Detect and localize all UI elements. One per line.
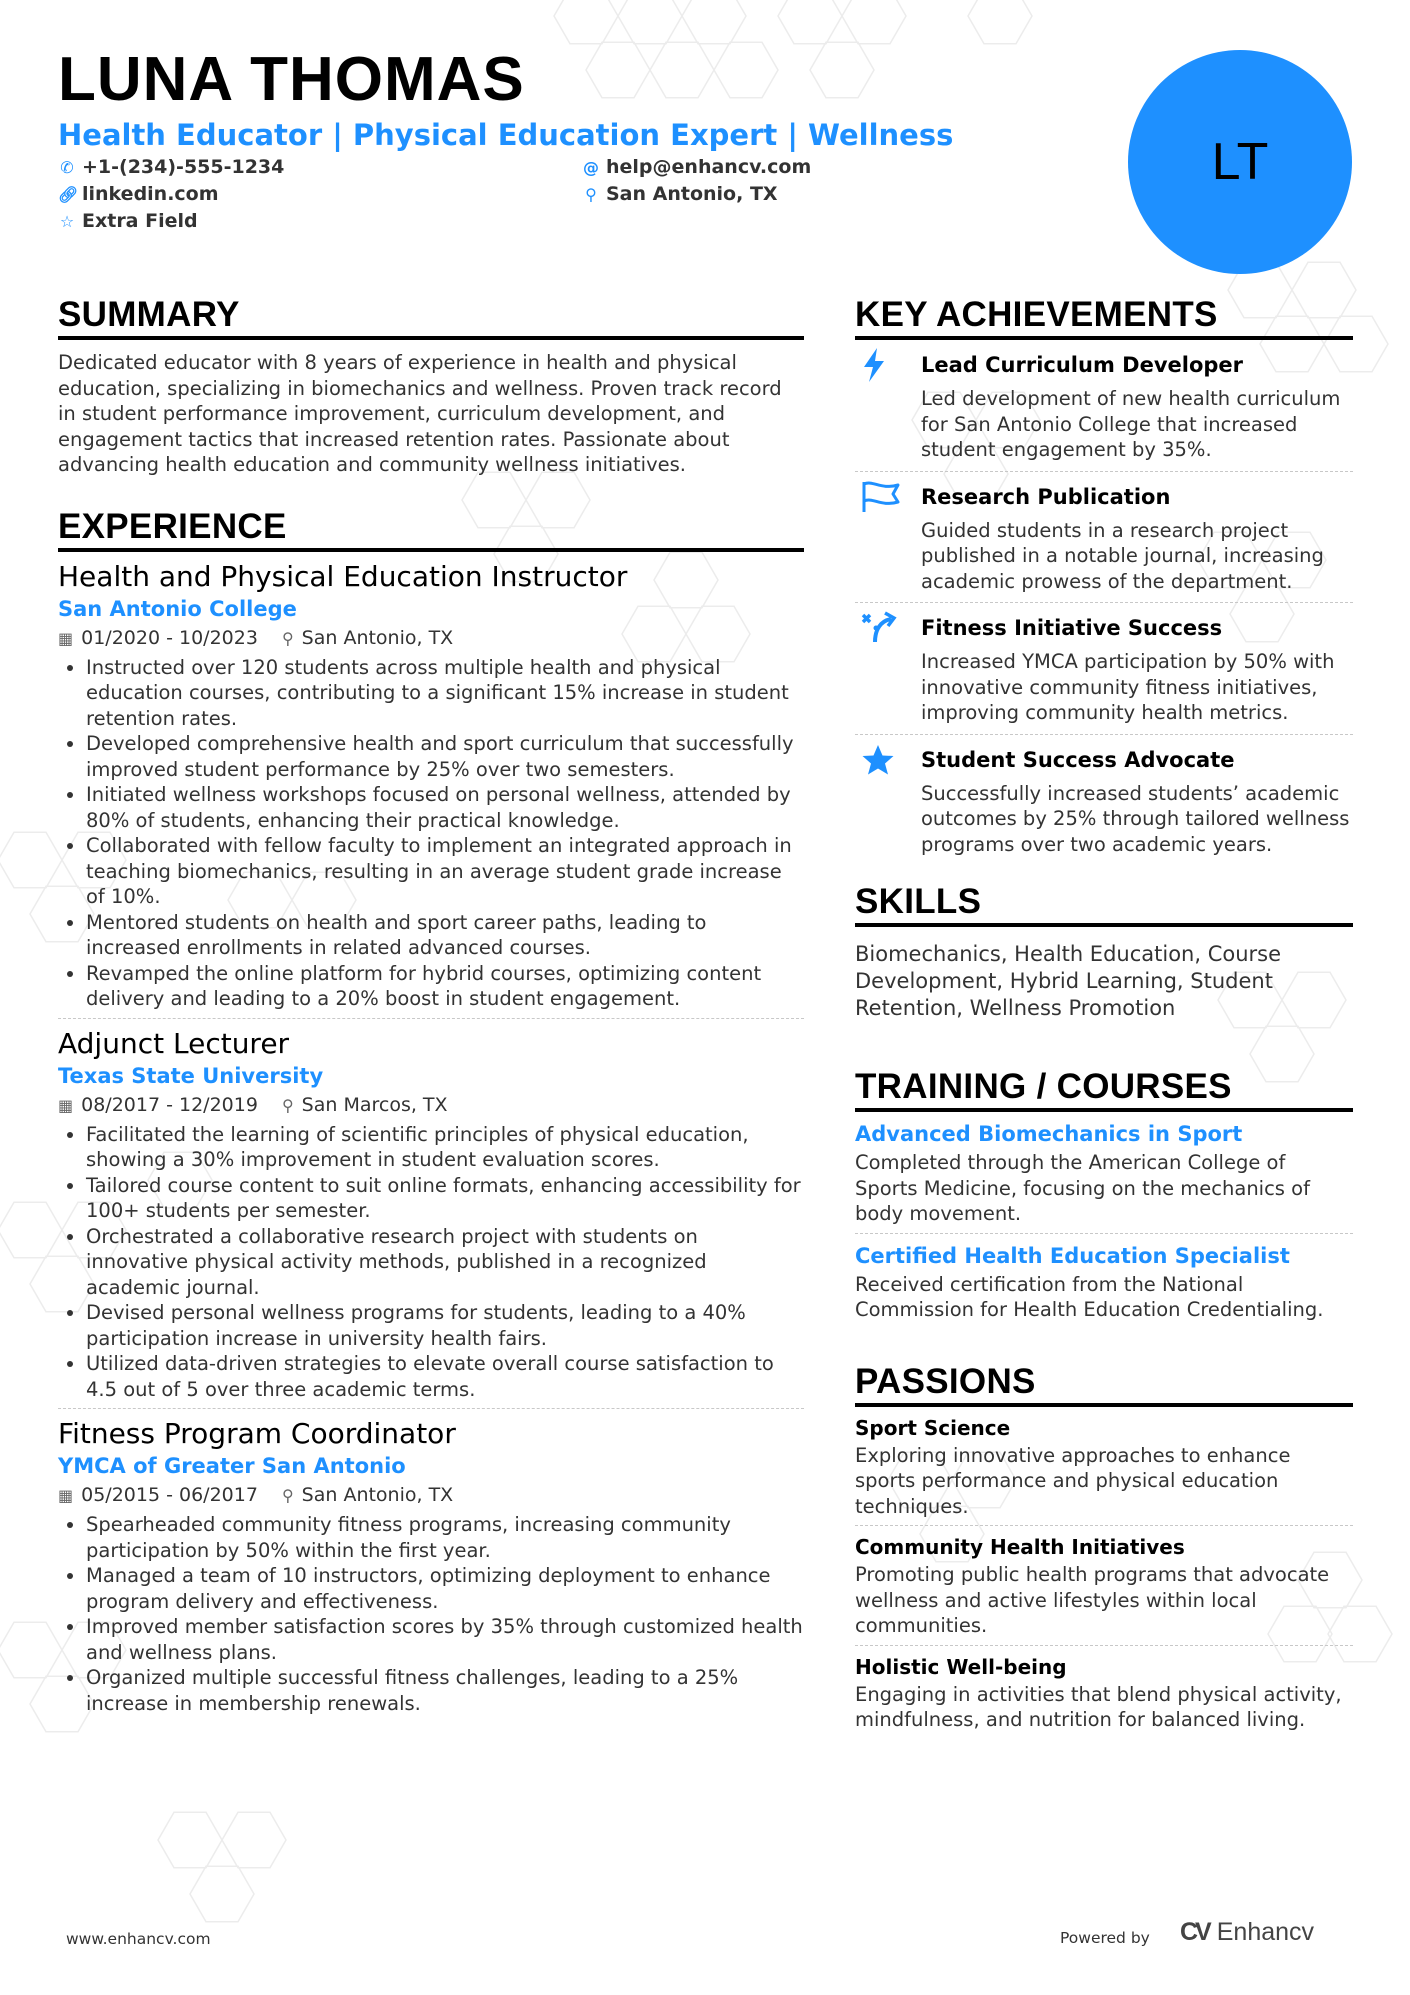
summary-text: Dedicated educator with 8 years of experience in health and physical education, specializing in biomechanics and wellness. Proven track record in student performance improvement, curriculum development, and engagement tactics that increased retention rates. Passionate about advancing health education and community wellness initiatives.	[58, 351, 782, 476]
list-item: • Utilized data-driven strategies to elevate overall course satisfaction to 4.5 out of 5 over three academic terms.	[86, 1351, 804, 1402]
contact-location: ⚲ San Antonio, TX	[582, 181, 778, 208]
achievement-item	[855, 340, 1353, 472]
experience-heading: EXPERIENCE	[58, 508, 804, 552]
job-title: Adjunct Lecturer	[58, 1026, 290, 1060]
at-icon: @	[583, 158, 599, 177]
passion-item	[855, 1526, 1353, 1646]
link-icon: 🔗︎	[58, 185, 79, 204]
job-meta	[58, 1481, 804, 1510]
passion-desc: Exploring innovative approaches to enhance sports performance and physical education techniques.	[855, 1443, 1291, 1518]
experience-entry	[58, 560, 804, 1019]
enhancv-mark-icon: CV	[1180, 1918, 1209, 1946]
candidate-name: LUNA THOMAS	[58, 45, 525, 114]
location-pin-icon: ⚲	[281, 1486, 294, 1505]
enhancv-logo[interactable]: CV Enhancv	[1180, 1918, 1315, 1946]
passion-item	[855, 1646, 1353, 1739]
training-heading: TRAINING / COURSES	[855, 1068, 1353, 1112]
job-meta	[58, 1091, 804, 1120]
footer-powered-by: Powered by	[1060, 1929, 1150, 1947]
achievement-title: Research Publication	[921, 484, 1171, 509]
list-item: • Orchestrated a collaborative research project with students on innovative physical activity methods, published in a recognized academic journal.	[86, 1224, 804, 1301]
job-location: San Antonio, TX	[301, 626, 454, 649]
contact-linkedin[interactable]: 🔗︎ linkedin.com	[58, 181, 219, 208]
achievements-heading: KEY ACHIEVEMENTS	[855, 296, 1353, 340]
job-meta	[58, 624, 804, 653]
job-location: San Marcos, TX	[301, 1093, 448, 1116]
experience-entry	[58, 1027, 804, 1410]
achievement-item	[855, 603, 1353, 735]
job-dates: 08/2017 - 12/2019	[81, 1093, 258, 1116]
list-item: • Developed comprehensive health and sport curriculum that successfully improved student performance by 25% over two semesters.	[86, 731, 804, 782]
strategy-arrow-icon	[855, 611, 921, 726]
training-desc: Received certification from the National Commission for Health Education Credentialing.	[855, 1272, 1324, 1321]
job-title: Fitness Program Coordinator	[58, 1417, 456, 1450]
experience-entry	[58, 1417, 804, 1716]
location-pin-icon: ⚲	[585, 185, 597, 204]
phone-icon: ✆	[60, 158, 74, 177]
achievement-desc: Guided students in a research project published in a notable journal, increasing academic prowess of the department.	[921, 518, 1324, 593]
achievement-item	[855, 735, 1353, 866]
calendar-icon: ▦	[58, 1486, 74, 1505]
achievement-title: Lead Curriculum Developer	[921, 353, 1244, 377]
job-company: San Antonio College	[58, 596, 297, 621]
calendar-icon: ▦	[58, 1095, 74, 1115]
star-outline-icon: ☆	[59, 212, 75, 231]
list-item: • Spearheaded community fitness programs, increasing community participation by 50% within the first year.	[86, 1512, 804, 1563]
achievement-desc: Led development of new health curriculum for San Antonio College that increased student engagement by 35%.	[921, 387, 1341, 461]
summary-heading: SUMMARY	[58, 296, 804, 340]
list-item: • Organized multiple successful fitness challenges, leading to a 25% increase in membership renewals.	[86, 1665, 804, 1716]
job-company: YMCA of Greater San Antonio	[58, 1454, 406, 1478]
passion-title: Holistic Well-being	[855, 1654, 1067, 1679]
avatar: LT	[1128, 50, 1352, 274]
contact-phone: ✆ +1-(234)-555-1234	[58, 154, 284, 181]
training-item	[855, 1234, 1353, 1329]
training-title: Advanced Biomechanics in Sport	[855, 1122, 1243, 1146]
skills-text: Biomechanics, Health Education, Course Development, Hybrid Learning, Student Retention, Wellness Promotion	[855, 942, 1282, 1020]
achievement-title: Student Success Advocate	[921, 747, 1235, 772]
list-item: • Tailored course content to suit online formats, enhancing accessibility for 100+ students per semester.	[86, 1173, 804, 1224]
list-item: • Improved member satisfaction scores by 35% through customized health and wellness plans.	[86, 1614, 804, 1665]
achievement-desc: Successfully increased students’ academic outcomes by 25% through tailored wellness programs over two academic years.	[921, 781, 1350, 856]
list-item: • Managed a team of 10 instructors, optimizing deployment to enhance program delivery and effectiveness.	[86, 1563, 804, 1614]
job-company: Texas State University	[58, 1063, 324, 1088]
location-pin-icon: ⚲	[281, 1095, 294, 1115]
passion-title: Community Health Initiatives	[855, 1535, 1185, 1559]
location-pin-icon: ⚲	[281, 628, 294, 648]
job-bullets	[58, 1122, 804, 1403]
left-column	[58, 296, 804, 1716]
list-item: • Mentored students on health and sport career paths, leading to increased enrollments in related advanced courses.	[86, 910, 804, 961]
right-column	[855, 296, 1353, 1739]
lightning-bolt-icon	[855, 348, 921, 463]
skills-heading: SKILLS	[855, 883, 1353, 927]
candidate-subtitle: Health Educator | Physical Education Expert | Wellness	[58, 118, 954, 152]
passion-desc: Engaging in activities that blend physical activity, mindfulness, and nutrition for balanced living.	[855, 1682, 1342, 1731]
job-bullets	[58, 655, 804, 1012]
job-title: Health and Physical Education Instructor	[58, 559, 628, 593]
calendar-icon: ▦	[58, 628, 74, 648]
training-item	[855, 1112, 1353, 1234]
passion-desc: Promoting public health programs that advocate wellness and active lifestyles within local communities.	[855, 1563, 1330, 1637]
job-bullets	[58, 1512, 804, 1716]
contact-extra: ☆ Extra Field	[58, 208, 198, 235]
passion-title: Sport Science	[855, 1415, 1011, 1440]
list-item: • Facilitated the learning of scientific principles of physical education, showing a 30% improvement in student evaluation scores.	[86, 1122, 804, 1173]
training-desc: Completed through the American College of Sports Medicine, focusing on the mechanics of body movement.	[855, 1151, 1310, 1225]
star-icon	[855, 743, 921, 858]
list-item: • Initiated wellness workshops focused on personal wellness, attended by 80% of students, enhancing their practical knowledge.	[86, 782, 804, 833]
list-item: • Collaborated with fellow faculty to implement an integrated approach in teaching biomechanics, resulting in an average student grade increase of 10%.	[86, 833, 804, 910]
achievement-item	[855, 472, 1353, 604]
job-location: San Antonio, TX	[301, 1484, 454, 1506]
contact-email[interactable]: @ help@enhancv.com	[582, 154, 811, 181]
list-item: • Revamped the online platform for hybrid courses, optimizing content delivery and leading to a 20% boost in student engagement.	[86, 961, 804, 1012]
list-item: • Devised personal wellness programs for students, leading to a 40% participation increase in university health fairs.	[86, 1300, 804, 1351]
job-dates: 05/2015 - 06/2017	[81, 1484, 258, 1506]
job-dates: 01/2020 - 10/2023	[81, 626, 258, 649]
passions-heading: PASSIONS	[855, 1363, 1353, 1407]
flag-icon	[855, 480, 921, 595]
achievement-desc: Increased YMCA participation by 50% with innovative community fitness initiatives, improving community health metrics.	[921, 650, 1335, 724]
list-item: • Instructed over 120 students across multiple health and physical education courses, contributing to a significant 15% increase in student retention rates.	[86, 655, 804, 732]
passion-item	[855, 1407, 1353, 1527]
training-title: Certified Health Education Specialist	[855, 1243, 1290, 1268]
achievement-title: Fitness Initiative Success	[921, 616, 1223, 640]
footer-website[interactable]: www.enhancv.com	[66, 1930, 211, 1948]
